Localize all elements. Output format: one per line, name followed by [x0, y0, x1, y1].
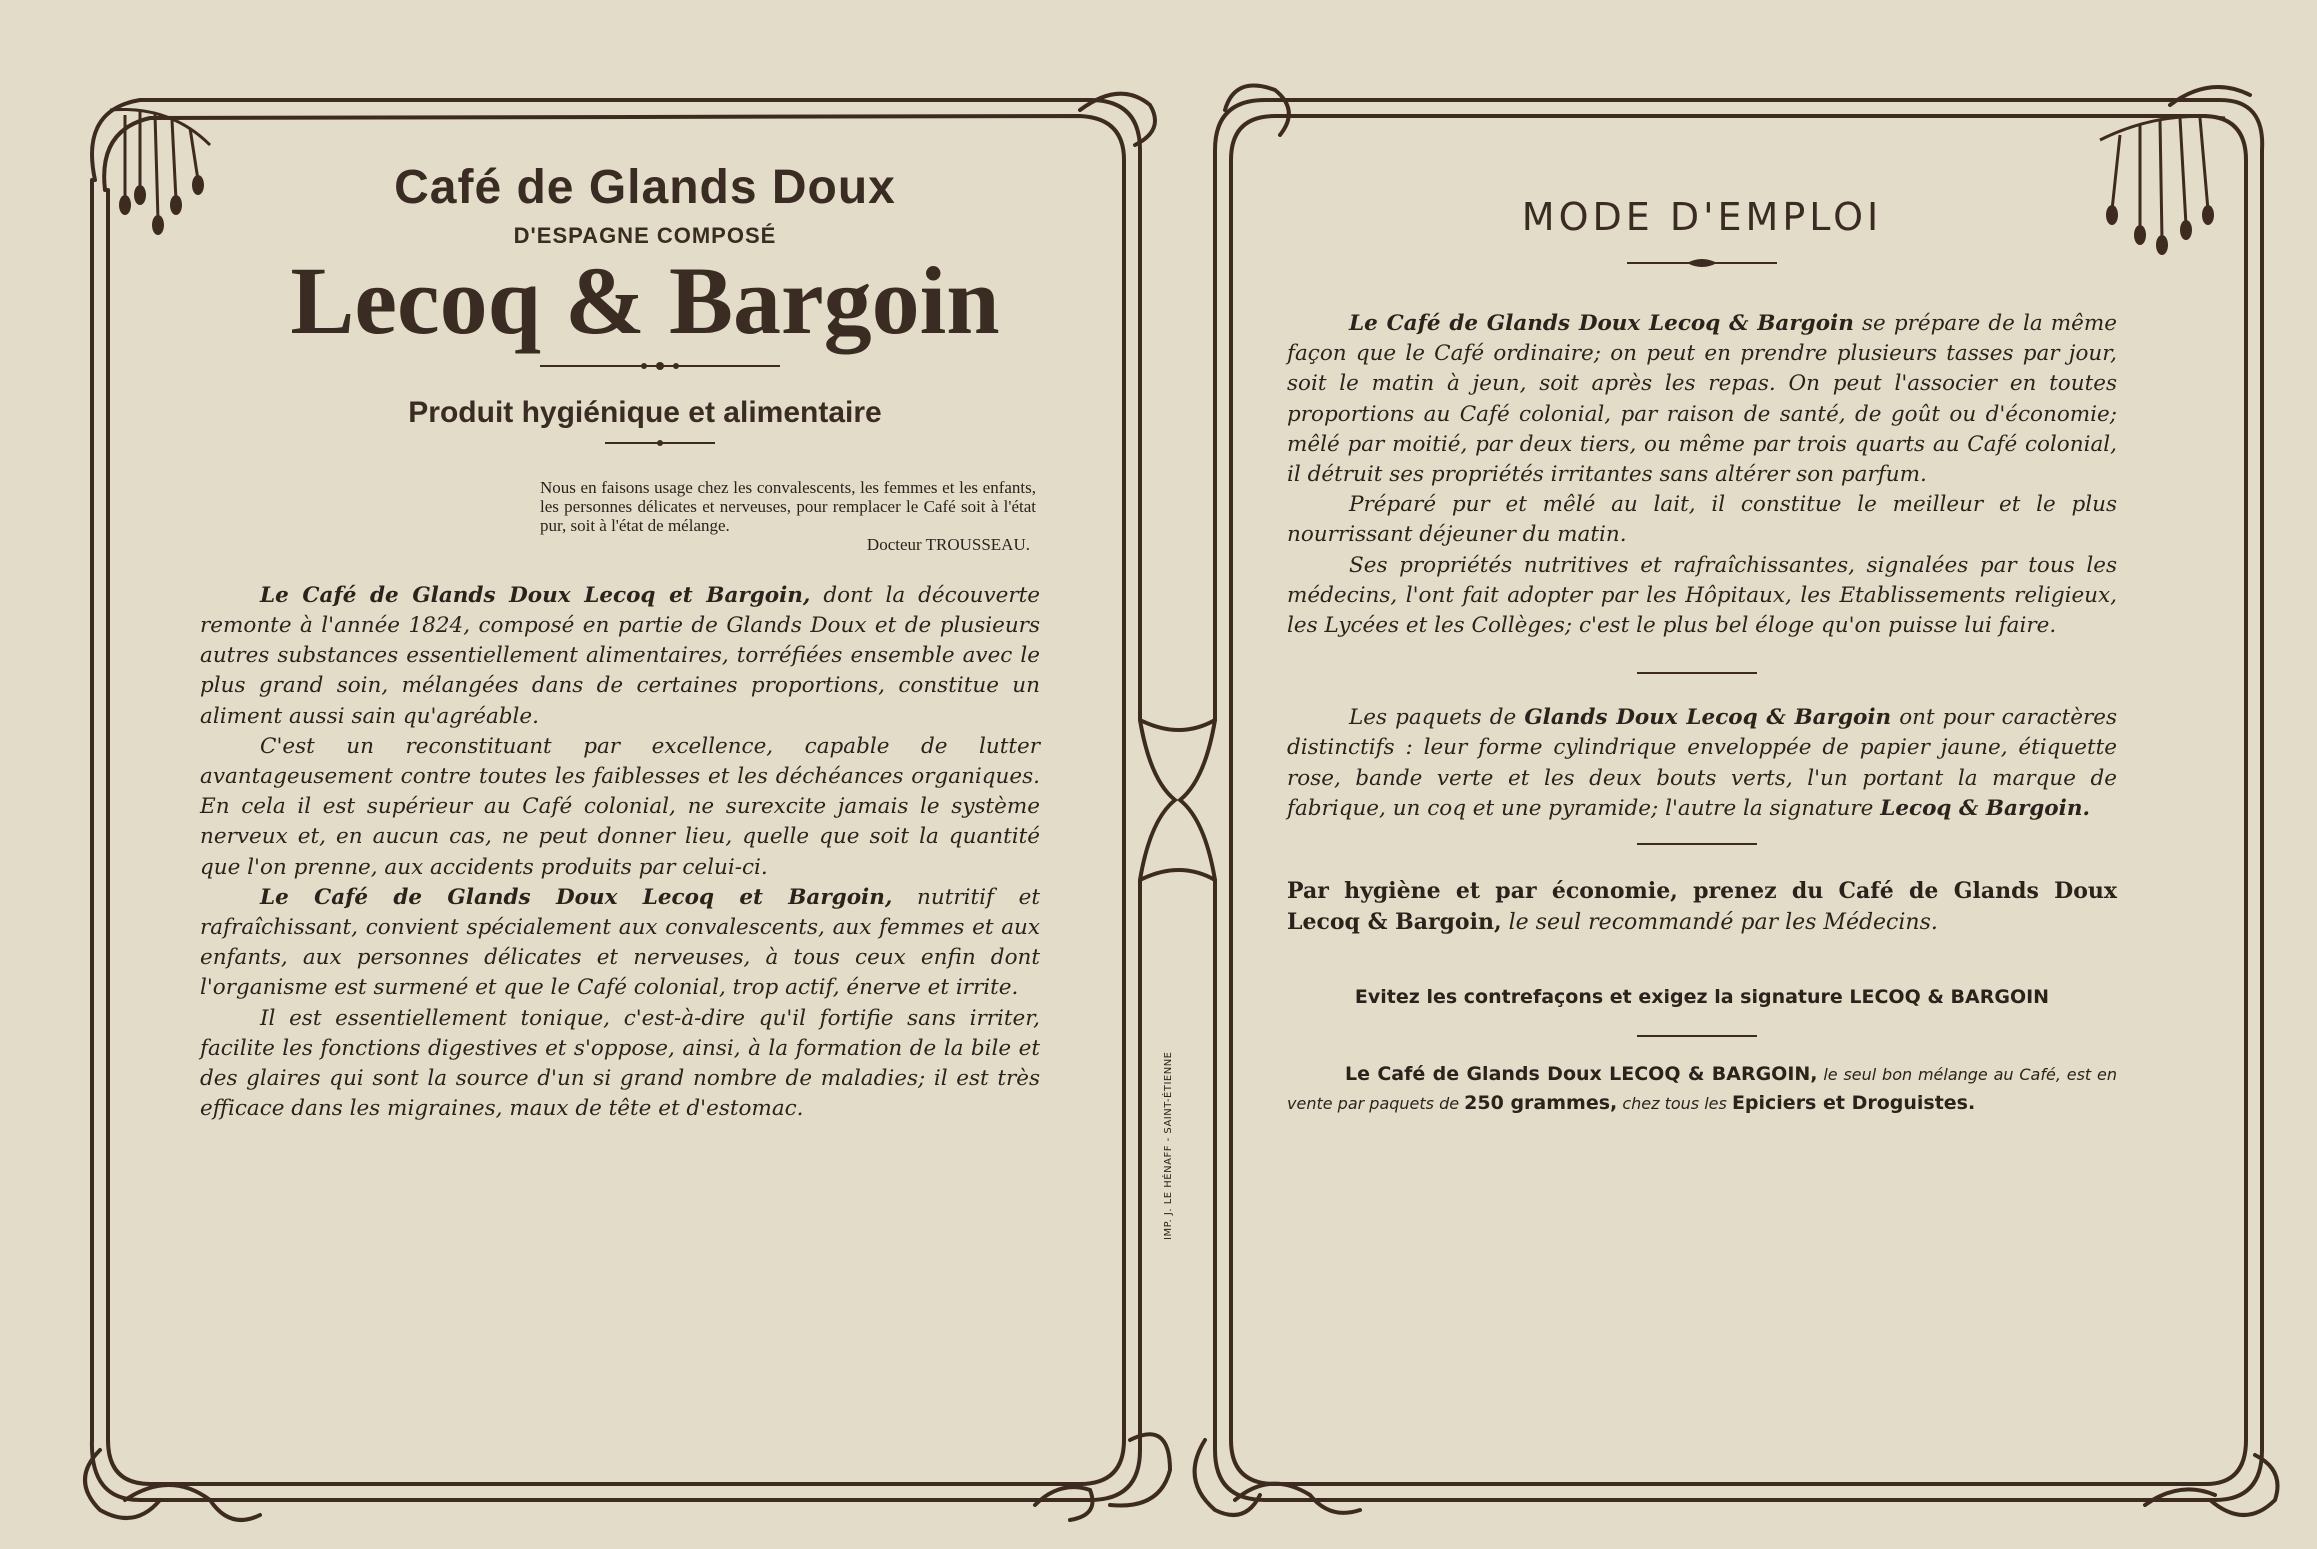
divider-dash — [1637, 669, 1757, 677]
package-text-c: ont pour caractères distinctifs : leur forme cylindrique enveloppée de papier jaune, étiquette rose, bande verte et les deux bouts verts, l'un portant la marque de fabrique, un coq et une pyramide; l'autre la signature — [1287, 705, 2117, 821]
package-description — [1287, 703, 2117, 824]
instructions-paragraph-2: Préparé pur et mêlé au lait, il constitue le meilleur et le plus nourrissant déjeuner du matin. — [1287, 492, 2117, 548]
sales-weight: 250 grammes, — [1464, 1092, 1618, 1115]
sales-retailers: Epiciers et Droguistes. — [1731, 1092, 1976, 1115]
sales-text-d: chez tous les — [1617, 1094, 1732, 1114]
paragraph-1 — [200, 581, 1040, 732]
product-subtitle-origin: D'ESPAGNE COMPOSÉ — [513, 223, 777, 248]
printer-imprint: IMP. J. LE HÉNAFF - SAINT-ÉTIENNE — [1163, 1051, 1174, 1240]
product-title: Café de Glands Doux — [394, 161, 896, 214]
left-panel — [200, 160, 1050, 1124]
instructions-paragraph-1 — [1287, 309, 2117, 490]
paragraph-3 — [200, 883, 1040, 1004]
brand-name: Lecoq & Bargoin — [290, 247, 1000, 354]
paragraph-1-lead: Le Café de Glands Doux Lecoq et Bargoin, — [260, 582, 811, 608]
sales-info — [1287, 1060, 2117, 1118]
package-paragraph — [1287, 703, 2117, 824]
paragraph-3-lead: Le Café de Glands Doux Lecoq et Bargoin, — [260, 884, 893, 910]
divider-ornament — [1627, 257, 1777, 269]
divider-ornament — [540, 360, 780, 372]
package-brand: Glands Doux Lecoq & Bargoin — [1524, 705, 1892, 731]
right-body-text — [1287, 309, 2117, 641]
doctor-quote: Nous en faisons usage chez les convalescents, les femmes et les enfants, les personnes délicates et nerveuses, pour remplacer le Café soit à l'état pur, soit à l'état de mélange. — [540, 477, 1036, 535]
divider-ornament-small — [605, 438, 715, 448]
recommendation-bold: Par hygiène et par économie, prenez du Café de Glands Doux Lecoq & Bargoin, — [1287, 878, 2117, 936]
recommendation — [1287, 876, 2117, 938]
paragraph-1-text: dont la découverte remonte à l'année 1824, composé en partie de Glands Doux et de plusieurs autres substances essentiellement alimentaires, torréfiées ensemble avec le plus grand soin, mélangées dans de certaines proportions, constitue un aliment aussi sain qu'agréable. — [200, 582, 1040, 729]
divider-dash — [1637, 840, 1757, 848]
paragraph-3-text: nutritif et rafraîchissant, convient spécialement aux convalescents, aux femmes et aux enfants, aux personnes délicates et nerveuses, à tous ceux enfin dont l'organisme est surmené et que le Café colonial, trop actif, énerve et irrite. — [200, 884, 1041, 1001]
package-text-a: Les paquets de — [1349, 705, 1525, 731]
paragraph-2: C'est un reconstituant par excellence, capable de lutter avantageusement contre toutes les faiblesses et les déchéances organiques. En cela il est supérieur au Café colonial, ne surexcite jamais le système nerveux et, en aucun cas, ne peut donner lieu, quelle que soit la quantité que l'on prenne, aux accidents produits par celui-ci. — [200, 733, 1040, 880]
right-panel — [1287, 195, 2117, 1118]
divider-dash — [1637, 1032, 1757, 1040]
instructions-paragraph-1-lead: Le Café de Glands Doux Lecoq & Bargoin — [1349, 311, 1854, 336]
left-body-text — [200, 581, 1040, 1125]
product-tagline: Produit hygiénique et alimentaire — [408, 395, 882, 429]
sales-brand: Le Café de Glands Doux LECOQ & BARGOIN, — [1345, 1063, 1818, 1086]
instructions-title: MODE D'EMPLOI — [1521, 195, 1883, 239]
quote-author: Docteur TROUSSEAU. — [866, 534, 1030, 554]
sales-text-b: le seul bon mélange au Café, est en vente par paquets de — [1287, 1065, 2118, 1114]
recommendation-italic: le seul recommandé par les Médecins. — [1501, 910, 1938, 936]
counterfeit-warning: Evitez les contrefaçons et exigez la signature LECOQ & BARGOIN — [1354, 986, 2050, 1009]
instructions-paragraph-3: Ses propriétés nutritives et rafraîchissantes, signalées par tous les médecins, l'ont fait adopter par les Hôpitaux, les Etablissements religieux, les Lycées et les Collèges; c'est le plus bel éloge qu'on puisse lui faire. — [1287, 552, 2117, 639]
package-signature: Lecoq & Bargoin. — [1880, 795, 2090, 821]
paragraph-4: Il est essentiellement tonique, c'est-à-dire qu'il fortifie sans irriter, facilite les fonctions digestives et s'oppose, ainsi, à la formation de la bile et des glaires qui sont la source d'un si grand nombre de maladies; il est très efficace dans les migraines, maux de tête et d'estomac. — [200, 1005, 1040, 1122]
instructions-paragraph-1-text: se prépare de la même façon que le Café ordinaire; on peut en prendre plusieurs tasses par jour, soit le matin à jeun, soit après les repas. On peut l'associer en toutes proportions au Café colonial, par raison de santé, de goût ou d'économie; mêlé par moitié, par deux tiers, ou même par trois quarts au Café colonial, il détruit ses propriétés irritantes sans altérer son parfum. — [1287, 311, 2117, 488]
